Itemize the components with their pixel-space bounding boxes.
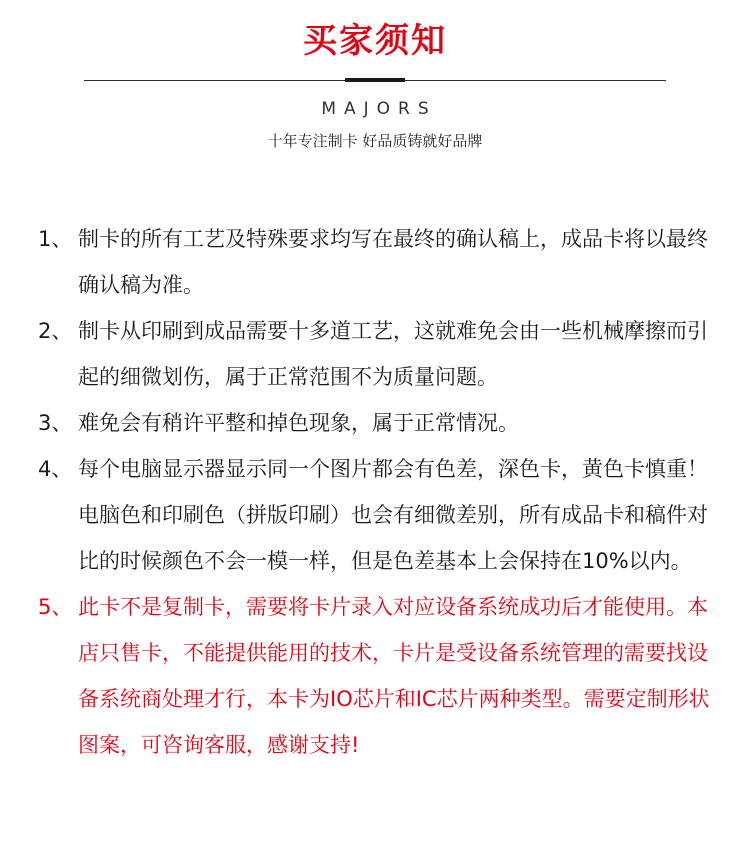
notice-number: 3、 (38, 411, 73, 435)
notice-list (0, 216, 750, 768)
notice-number: 4、 (38, 457, 73, 481)
notice-item-4 (0, 446, 750, 584)
notice-number: 5、 (38, 595, 73, 619)
notice-item-2 (0, 308, 750, 400)
brand-name: MAJORS (321, 99, 437, 119)
brand-slogan: 十年专注制卡 好品质铸就好品牌 (267, 132, 483, 150)
notice-text: 制卡从印刷到成品需要十多道工艺，这就难免会由一些机械摩擦而引起的细微划伤，属于正常范围不为质量问题。 (78, 319, 708, 389)
notice-number: 2、 (38, 319, 73, 343)
header (0, 0, 750, 160)
notice-item-1 (0, 216, 750, 308)
notice-item-3 (0, 400, 750, 446)
page-title: 买家须知 (303, 21, 447, 61)
notice-text: 此卡不是复制卡，需要将卡片录入对应设备系统成功后才能使用。本店只售卡，不能提供能用的技术，卡片是受设备系统管理的需要找设备系统商处理才行，本卡为IO芯片和IC芯片两种类型。需要定制形状图案，可咨询客服，感谢支持! (78, 595, 710, 757)
notice-text: 难免会有稍许平整和掉色现象，属于正常情况。 (78, 411, 519, 435)
notice-number: 1、 (38, 227, 73, 251)
notice-text: 每个电脑显示器显示同一个图片都会有色差，深色卡，黄色卡慎重！电脑色和印刷色（拼版印刷）也会有细微差别，所有成品卡和稿件对比的时候颜色不会一模一样，但是色差基本上会保持在10%以内。 (78, 457, 708, 573)
notice-item-5-highlight (0, 584, 750, 768)
divider-accent (345, 78, 405, 82)
notice-text: 制卡的所有工艺及特殊要求均写在最终的确认稿上，成品卡将以最终确认稿为准。 (78, 227, 708, 297)
